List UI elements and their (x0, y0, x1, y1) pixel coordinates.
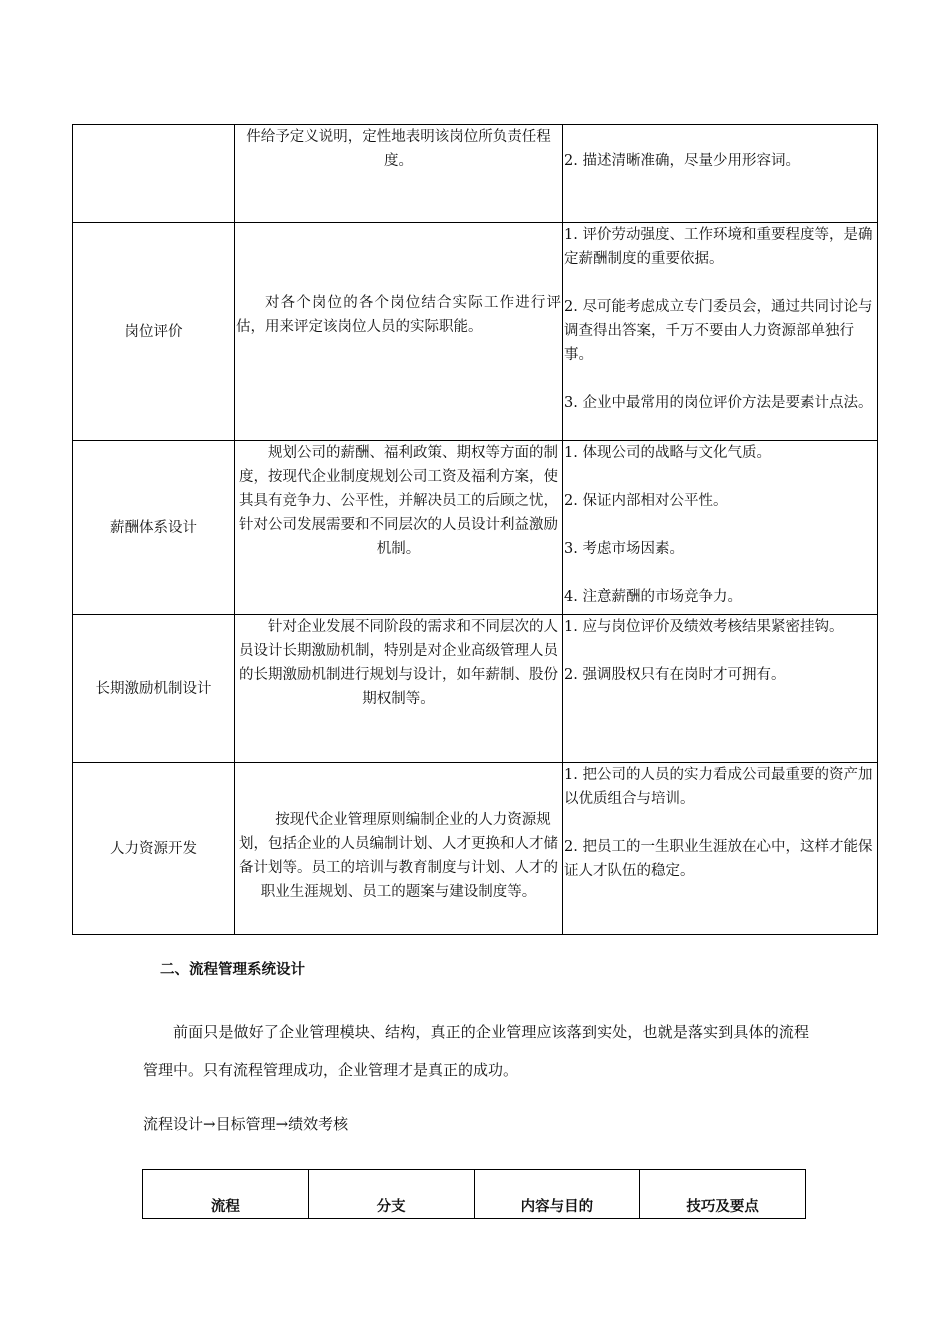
section-paragraph: 前面只是做好了企业管理模块、结构，真正的企业管理应该落到实处，也就是落实到具体的流程管理中。只有流程管理成功，企业管理才是真正的成功。 (143, 1023, 809, 1079)
tip-item: 1. 评价劳动强度、工作环境和重要程度等，是确定薪酬制度的重要依据。 (564, 227, 873, 267)
description-cell (235, 615, 563, 763)
tip-item: 1. 把公司的人员的实力看成公司最重要的资产加以优质组合与培训。 (564, 767, 873, 807)
table-row (73, 441, 878, 615)
hr-design-table (72, 124, 878, 935)
tip-item: 1. 体现公司的战略与文化气质。 (564, 445, 771, 461)
tips-cell (563, 125, 878, 223)
description-text: 对各个岗位的各个岗位结合实际工作进行评估，用来评定该岗位人员的实际职能。 (236, 294, 561, 335)
table-row (73, 125, 878, 223)
tip-item: 2. 保证内部相对公平性。 (564, 493, 728, 509)
description-cell (235, 125, 563, 223)
section-heading: 二、流程管理系统设计 (160, 962, 305, 978)
tips-cell (563, 763, 878, 935)
tips-cell (563, 223, 878, 441)
header-cell-content: 内容与目的 (474, 1170, 640, 1219)
tips-cell (563, 615, 878, 763)
tip-item: 2. 强调股权只有在岗时才可拥有。 (564, 667, 786, 683)
header-cell-process: 流程 (143, 1170, 309, 1219)
tip-item: 1. 应与岗位评价及绩效考核结果紧密挂钩。 (564, 619, 844, 635)
process-table (142, 1169, 806, 1219)
header-cell-branch: 分支 (308, 1170, 474, 1219)
description-cell (235, 223, 563, 441)
description-text: 针对企业发展不同阶段的需求和不同层次的人员设计长期激励机制，特别是对企业高级管理人员的长期激励机制进行规划与设计，如年薪制、股份期权制等。 (239, 619, 558, 707)
tip-item: 2. 尽可能考虑成立专门委员会，通过共同讨论与调查得出答案，千万不要由人力资源部单独行事。 (564, 299, 873, 363)
description-cell (235, 441, 563, 615)
category-cell: 长期激励机制设计 (73, 615, 235, 763)
tips-cell (563, 441, 878, 615)
category-cell: 人力资源开发 (73, 763, 235, 935)
table-row (73, 615, 878, 763)
category-cell: 岗位评价 (73, 223, 235, 441)
tip-item: 4. 注意薪酬的市场竞争力。 (564, 589, 742, 605)
tip-item: 2. 描述清晰准确，尽量少用形容词。 (564, 153, 800, 169)
header-cell-tips: 技巧及要点 (640, 1170, 806, 1219)
description-text: 规划公司的薪酬、福利政策、期权等方面的制度，按现代企业制度规划公司工资及福利方案，使其具有竞争力、公平性，并解决员工的后顾之忧，针对公司发展需要和不同层次的人员设计利益激励机制。 (239, 445, 558, 557)
table-row (73, 223, 878, 441)
tip-item: 2. 把员工的一生职业生涯放在心中，这样才能保证人才队伍的稳定。 (564, 839, 873, 879)
category-cell: 薪酬体系设计 (73, 441, 235, 615)
table-header-row (143, 1170, 806, 1219)
description-cell (235, 763, 563, 935)
tip-item: 3. 考虑市场因素。 (564, 541, 684, 557)
table-row (73, 763, 878, 935)
tip-item: 3. 企业中最常用的岗位评价方法是要素计点法。 (564, 395, 873, 411)
category-cell (73, 125, 235, 223)
flow-sequence: 流程设计→目标管理→绩效考核 (143, 1115, 349, 1133)
description-text: 件给予定义说明，定性地表明该岗位所负责任程度。 (246, 129, 551, 169)
description-text: 按现代企业管理原则编制企业的人力资源规划，包括企业的人员编制计划、人才更换和人才储备计划等。员工的培训与教育制度与计划、人才的职业生涯规划、员工的题案与建设制度等。 (239, 811, 558, 900)
